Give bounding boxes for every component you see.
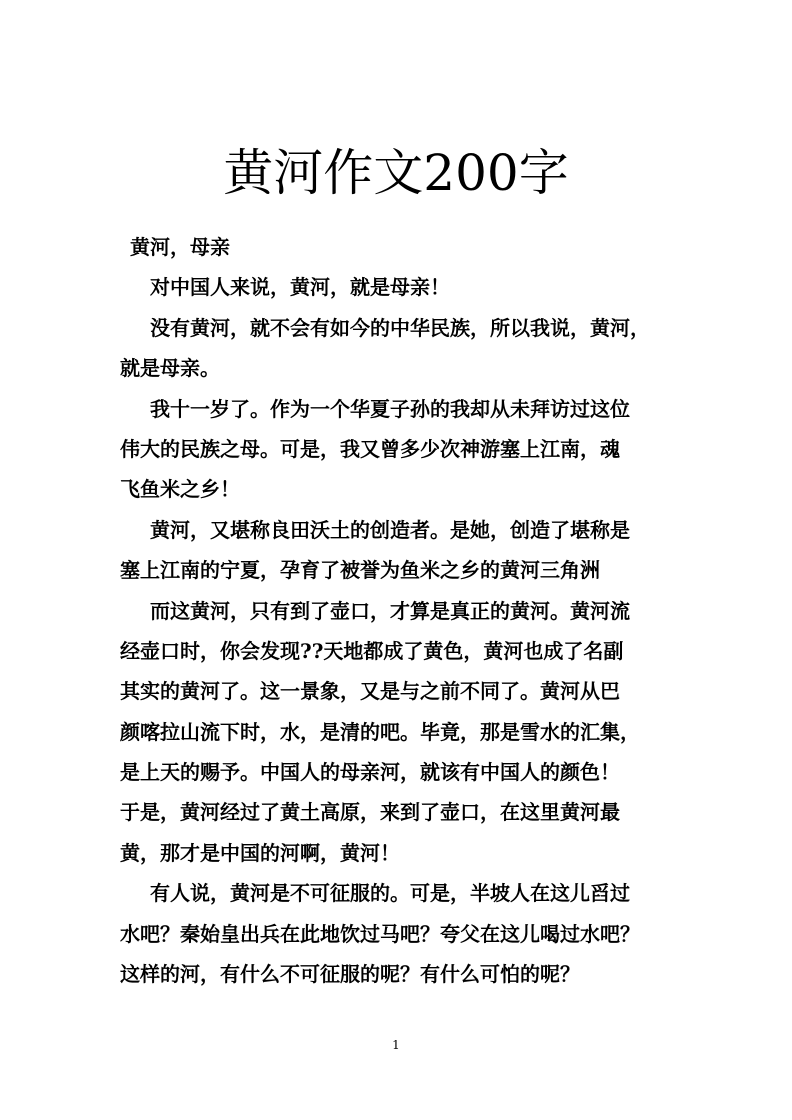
page-title: 黄河作文200字 [223, 144, 569, 202]
paragraph-line: 对中国人来说，黄河，就是母亲！ [150, 275, 450, 300]
paragraph-line: 就是母亲。 [120, 356, 220, 381]
paragraph-line: 是上天的赐予。中国人的母亲河，就该有中国人的颜色！ [120, 760, 620, 785]
paragraph-line: 而这黄河，只有到了壶口，才算是真正的黄河。黄河流 [150, 598, 630, 623]
paragraph-line: 我十一岁了。作为一个华夏子孙的我却从未拜访过这位 [150, 396, 630, 421]
paragraph-line: 其实的黄河了。这一景象，又是与之前不同了。黄河从巴 [120, 679, 620, 704]
paragraph-line: 这样的河，有什么不可征服的呢？有什么可怕的呢？ [120, 962, 580, 987]
subtitle-line: 黄河，母亲 [130, 235, 230, 259]
paragraph-line: 伟大的民族之母。可是，我又曾多少次神游塞上江南，魂 [120, 436, 620, 461]
paragraph-line: 黄河，又堪称良田沃土的创造者。是她，创造了堪称是 [150, 517, 630, 542]
document-body [120, 227, 680, 994]
paragraph-line: 塞上江南的宁夏，孕育了被誉为鱼米之乡的黄河三角洲 [120, 558, 600, 583]
page-number: 1 [392, 1038, 400, 1052]
paragraph-line: 经壶口时，你会发现??天地都成了黄色，黄河也成了名副 [120, 638, 624, 663]
paragraph-line: 于是，黄河经过了黄土高原，来到了壶口，在这里黄河最 [120, 800, 620, 825]
paragraph-line: 飞鱼米之乡！ [120, 477, 240, 502]
paragraph-line: 颜喀拉山流下时，水，是清的吧。毕竟，那是雪水的汇集， [120, 719, 640, 744]
paragraph-line: 水吧？秦始皇出兵在此地饮过马吧？夸父在这儿喝过水吧？ [120, 921, 640, 946]
paragraph-line: 没有黄河，就不会有如今的中华民族，所以我说，黄河， [150, 315, 650, 340]
paragraph-line: 黄，那才是中国的河啊，黄河！ [120, 840, 400, 865]
paragraph-line: 有人说，黄河是不可征服的。可是，半坡人在这儿舀过 [150, 881, 630, 906]
